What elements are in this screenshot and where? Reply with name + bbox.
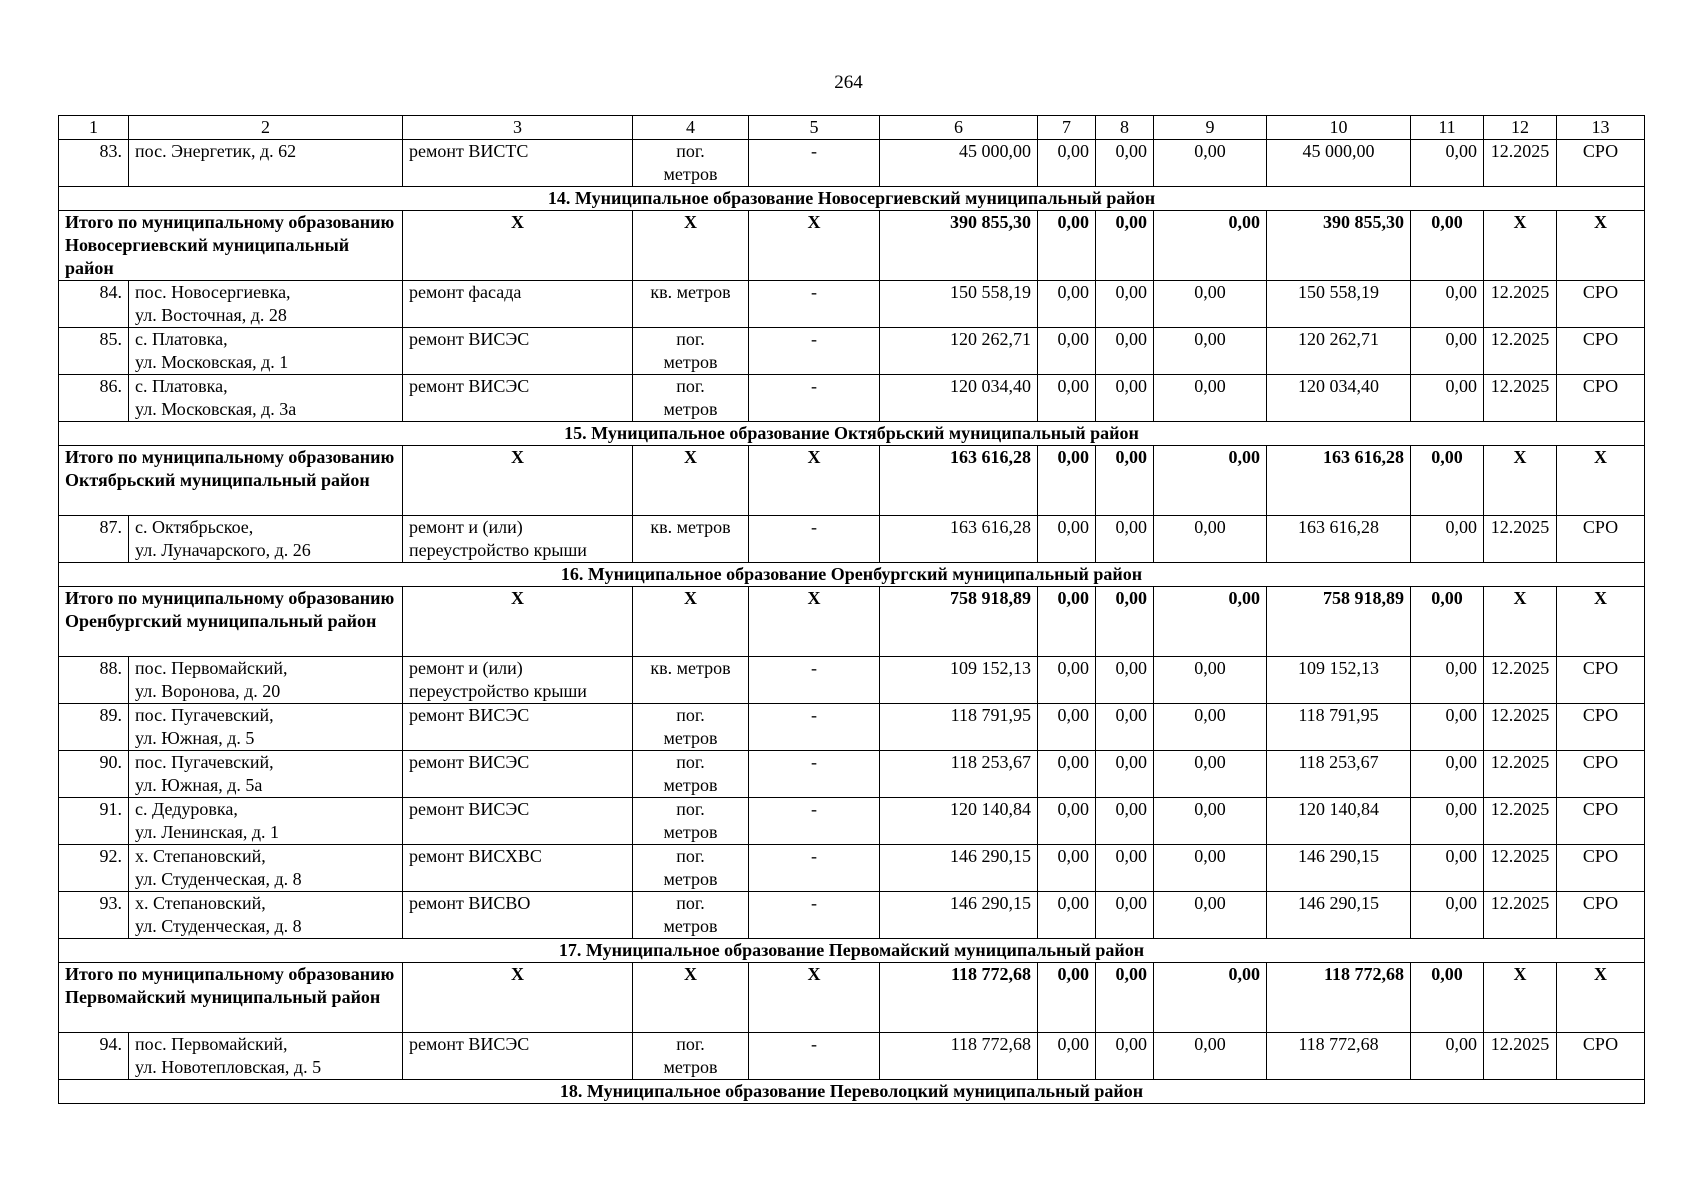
header-cell: 11 (1411, 116, 1484, 140)
cell-c6: 150 558,19 (880, 281, 1038, 328)
cell-c10: 146 290,15 (1267, 892, 1411, 939)
cell-c6: 120 140,84 (880, 798, 1038, 845)
table-row (59, 375, 1645, 422)
section-heading-row (59, 187, 1645, 211)
cell-c9: 0,00 (1154, 845, 1267, 892)
total-row (59, 587, 1645, 657)
work-type-cell: ремонт ВИСТС (403, 140, 633, 187)
cell-c10: 120 262,71 (1267, 328, 1411, 375)
work-type-cell: ремонт и (или) переустройство крыши (403, 516, 633, 563)
total-cell-c8: 0,00 (1096, 446, 1154, 516)
total-cell-c9: 0,00 (1154, 587, 1267, 657)
total-cell-c5: X (749, 211, 880, 281)
cell-c5: - (749, 845, 880, 892)
cell-c13: СРО (1557, 375, 1645, 422)
cell-c10: 163 616,28 (1267, 516, 1411, 563)
cell-c9: 0,00 (1154, 281, 1267, 328)
header-cell: 3 (403, 116, 633, 140)
cell-c9: 0,00 (1154, 516, 1267, 563)
cell-c6: 146 290,15 (880, 892, 1038, 939)
cell-c7: 0,00 (1038, 375, 1096, 422)
table-row (59, 328, 1645, 375)
cell-c5: - (749, 1033, 880, 1080)
cell-c11: 0,00 (1411, 845, 1484, 892)
total-cell-c7: 0,00 (1038, 963, 1096, 1033)
cell-c9: 0,00 (1154, 1033, 1267, 1080)
cell-c13: СРО (1557, 798, 1645, 845)
unit-cell: кв. метров (633, 657, 749, 704)
cell-c6: 118 791,95 (880, 704, 1038, 751)
row-number: 83. (59, 140, 129, 187)
unit-cell: пог. метров (633, 892, 749, 939)
page-number: 264 (834, 72, 863, 93)
cell-c8: 0,00 (1096, 281, 1154, 328)
total-label: Итого по муниципальному образованию Новосергиевский муниципальный район (59, 211, 403, 281)
total-cell-c10: 390 855,30 (1267, 211, 1411, 281)
cell-c9: 0,00 (1154, 751, 1267, 798)
total-cell-c9: 0,00 (1154, 211, 1267, 281)
cell-c10: 45 000,00 (1267, 140, 1411, 187)
total-row (59, 446, 1645, 516)
cell-c8: 0,00 (1096, 328, 1154, 375)
table-row (59, 892, 1645, 939)
header-cell: 4 (633, 116, 749, 140)
cell-c5: - (749, 375, 880, 422)
total-cell-c9: 0,00 (1154, 963, 1267, 1033)
cell-c5: - (749, 140, 880, 187)
total-cell-c8: 0,00 (1096, 587, 1154, 657)
total-cell-c3: X (403, 211, 633, 281)
header-cell: 5 (749, 116, 880, 140)
cell-c5: - (749, 798, 880, 845)
address-cell: пос. Первомайский, ул. Новотепловская, д. 5 (129, 1033, 403, 1080)
cell-c12: 12.2025 (1484, 657, 1557, 704)
header-cell: 13 (1557, 116, 1645, 140)
address-cell: пос. Пугачевский, ул. Южная, д. 5а (129, 751, 403, 798)
section-title: 17. Муниципальное образование Первомайский муниципальный район (59, 939, 1645, 963)
cell-c12: 12.2025 (1484, 845, 1557, 892)
header-cell: 2 (129, 116, 403, 140)
address-cell: с. Октябрьское, ул. Луначарского, д. 26 (129, 516, 403, 563)
cell-c9: 0,00 (1154, 798, 1267, 845)
cell-c11: 0,00 (1411, 375, 1484, 422)
total-row (59, 963, 1645, 1033)
cell-c6: 45 000,00 (880, 140, 1038, 187)
cell-c6: 146 290,15 (880, 845, 1038, 892)
work-type-cell: ремонт ВИСВО (403, 892, 633, 939)
total-cell-c13: X (1557, 211, 1645, 281)
row-number: 85. (59, 328, 129, 375)
total-cell-c4: X (633, 446, 749, 516)
section-title: 16. Муниципальное образование Оренбургский муниципальный район (59, 563, 1645, 587)
cell-c7: 0,00 (1038, 892, 1096, 939)
total-cell-c6: 390 855,30 (880, 211, 1038, 281)
cell-c10: 150 558,19 (1267, 281, 1411, 328)
total-cell-c8: 0,00 (1096, 211, 1154, 281)
cell-c5: - (749, 516, 880, 563)
cell-c6: 120 034,40 (880, 375, 1038, 422)
cell-c13: СРО (1557, 751, 1645, 798)
header-row (59, 116, 1645, 140)
header-cell: 7 (1038, 116, 1096, 140)
cell-c8: 0,00 (1096, 516, 1154, 563)
row-number: 87. (59, 516, 129, 563)
total-cell-c11: 0,00 (1411, 963, 1484, 1033)
total-cell-c3: X (403, 587, 633, 657)
total-cell-c6: 758 918,89 (880, 587, 1038, 657)
total-cell-c3: X (403, 963, 633, 1033)
section-title: 18. Муниципальное образование Переволоцкий муниципальный район (59, 1080, 1645, 1104)
total-cell-c13: X (1557, 963, 1645, 1033)
work-type-cell: ремонт ВИСЭС (403, 798, 633, 845)
cell-c7: 0,00 (1038, 140, 1096, 187)
cell-c12: 12.2025 (1484, 140, 1557, 187)
row-number: 89. (59, 704, 129, 751)
cell-c9: 0,00 (1154, 704, 1267, 751)
cell-c6: 118 772,68 (880, 1033, 1038, 1080)
cell-c10: 120 034,40 (1267, 375, 1411, 422)
cell-c13: СРО (1557, 328, 1645, 375)
cell-c13: СРО (1557, 140, 1645, 187)
unit-cell: пог. метров (633, 798, 749, 845)
header-cell: 10 (1267, 116, 1411, 140)
cell-c13: СРО (1557, 892, 1645, 939)
header-cell: 1 (59, 116, 129, 140)
cell-c7: 0,00 (1038, 798, 1096, 845)
total-cell-c13: X (1557, 587, 1645, 657)
cell-c11: 0,00 (1411, 516, 1484, 563)
address-cell: пос. Новосергиевка, ул. Восточная, д. 28 (129, 281, 403, 328)
cell-c12: 12.2025 (1484, 516, 1557, 563)
header-cell: 9 (1154, 116, 1267, 140)
cell-c8: 0,00 (1096, 140, 1154, 187)
work-type-cell: ремонт ВИСЭС (403, 1033, 633, 1080)
cell-c7: 0,00 (1038, 845, 1096, 892)
unit-cell: пог. метров (633, 375, 749, 422)
unit-cell: кв. метров (633, 516, 749, 563)
section-title: 15. Муниципальное образование Октябрьский муниципальный район (59, 422, 1645, 446)
table-row (59, 281, 1645, 328)
total-cell-c5: X (749, 587, 880, 657)
cell-c8: 0,00 (1096, 892, 1154, 939)
cell-c6: 118 253,67 (880, 751, 1038, 798)
cell-c8: 0,00 (1096, 798, 1154, 845)
table-row (59, 845, 1645, 892)
cell-c5: - (749, 328, 880, 375)
capital-repair-table (58, 115, 1645, 1104)
row-number: 90. (59, 751, 129, 798)
cell-c11: 0,00 (1411, 1033, 1484, 1080)
table-row (59, 140, 1645, 187)
cell-c11: 0,00 (1411, 140, 1484, 187)
cell-c13: СРО (1557, 657, 1645, 704)
row-number: 94. (59, 1033, 129, 1080)
total-cell-c4: X (633, 587, 749, 657)
address-cell: пос. Пугачевский, ул. Южная, д. 5 (129, 704, 403, 751)
total-cell-c10: 163 616,28 (1267, 446, 1411, 516)
cell-c11: 0,00 (1411, 281, 1484, 328)
work-type-cell: ремонт фасада (403, 281, 633, 328)
unit-cell: пог. метров (633, 704, 749, 751)
cell-c11: 0,00 (1411, 704, 1484, 751)
cell-c9: 0,00 (1154, 892, 1267, 939)
total-cell-c6: 163 616,28 (880, 446, 1038, 516)
cell-c5: - (749, 281, 880, 328)
cell-c12: 12.2025 (1484, 751, 1557, 798)
cell-c12: 12.2025 (1484, 892, 1557, 939)
cell-c8: 0,00 (1096, 1033, 1154, 1080)
total-cell-c13: X (1557, 446, 1645, 516)
total-cell-c5: X (749, 963, 880, 1033)
address-cell: х. Степановский, ул. Студенческая, д. 8 (129, 892, 403, 939)
cell-c6: 120 262,71 (880, 328, 1038, 375)
row-number: 93. (59, 892, 129, 939)
header-cell: 6 (880, 116, 1038, 140)
table-row (59, 798, 1645, 845)
section-title: 14. Муниципальное образование Новосергиевский муниципальный район (59, 187, 1645, 211)
total-cell-c6: 118 772,68 (880, 963, 1038, 1033)
cell-c5: - (749, 892, 880, 939)
unit-cell: пог. метров (633, 1033, 749, 1080)
cell-c12: 12.2025 (1484, 281, 1557, 328)
total-cell-c12: X (1484, 963, 1557, 1033)
cell-c9: 0,00 (1154, 657, 1267, 704)
total-cell-c11: 0,00 (1411, 446, 1484, 516)
cell-c11: 0,00 (1411, 798, 1484, 845)
header-cell: 8 (1096, 116, 1154, 140)
cell-c8: 0,00 (1096, 375, 1154, 422)
work-type-cell: ремонт ВИСЭС (403, 375, 633, 422)
table-row (59, 704, 1645, 751)
cell-c7: 0,00 (1038, 281, 1096, 328)
cell-c6: 109 152,13 (880, 657, 1038, 704)
table-row (59, 1033, 1645, 1080)
cell-c5: - (749, 704, 880, 751)
cell-c10: 118 253,67 (1267, 751, 1411, 798)
work-type-cell: ремонт ВИСЭС (403, 328, 633, 375)
total-cell-c7: 0,00 (1038, 587, 1096, 657)
header-cell: 12 (1484, 116, 1557, 140)
work-type-cell: ремонт ВИСХВС (403, 845, 633, 892)
cell-c10: 109 152,13 (1267, 657, 1411, 704)
row-number: 91. (59, 798, 129, 845)
cell-c7: 0,00 (1038, 328, 1096, 375)
unit-cell: пог. метров (633, 751, 749, 798)
work-type-cell: ремонт ВИСЭС (403, 704, 633, 751)
cell-c12: 12.2025 (1484, 328, 1557, 375)
cell-c7: 0,00 (1038, 704, 1096, 751)
total-cell-c12: X (1484, 211, 1557, 281)
total-cell-c4: X (633, 211, 749, 281)
section-heading-row (59, 422, 1645, 446)
total-cell-c10: 758 918,89 (1267, 587, 1411, 657)
cell-c7: 0,00 (1038, 751, 1096, 798)
total-label: Итого по муниципальному образованию Оренбургский муниципальный район (59, 587, 403, 657)
cell-c13: СРО (1557, 845, 1645, 892)
section-heading-row (59, 1080, 1645, 1104)
total-cell-c7: 0,00 (1038, 211, 1096, 281)
total-cell-c5: X (749, 446, 880, 516)
cell-c7: 0,00 (1038, 657, 1096, 704)
cell-c10: 118 772,68 (1267, 1033, 1411, 1080)
cell-c10: 118 791,95 (1267, 704, 1411, 751)
work-type-cell: ремонт и (или) переустройство крыши (403, 657, 633, 704)
address-cell: пос. Энергетик, д. 62 (129, 140, 403, 187)
total-cell-c3: X (403, 446, 633, 516)
cell-c13: СРО (1557, 704, 1645, 751)
address-cell: с. Платовка, ул. Московская, д. 3а (129, 375, 403, 422)
cell-c8: 0,00 (1096, 657, 1154, 704)
address-cell: с. Платовка, ул. Московская, д. 1 (129, 328, 403, 375)
total-label: Итого по муниципальному образованию Первомайский муниципальный район (59, 963, 403, 1033)
cell-c5: - (749, 657, 880, 704)
section-heading-row (59, 563, 1645, 587)
cell-c11: 0,00 (1411, 892, 1484, 939)
total-cell-c4: X (633, 963, 749, 1033)
row-number: 92. (59, 845, 129, 892)
work-type-cell: ремонт ВИСЭС (403, 751, 633, 798)
unit-cell: пог. метров (633, 328, 749, 375)
cell-c12: 12.2025 (1484, 704, 1557, 751)
cell-c13: СРО (1557, 516, 1645, 563)
section-heading-row (59, 939, 1645, 963)
cell-c11: 0,00 (1411, 328, 1484, 375)
cell-c12: 12.2025 (1484, 798, 1557, 845)
cell-c7: 0,00 (1038, 1033, 1096, 1080)
total-cell-c8: 0,00 (1096, 963, 1154, 1033)
total-cell-c12: X (1484, 446, 1557, 516)
cell-c9: 0,00 (1154, 140, 1267, 187)
total-cell-c10: 118 772,68 (1267, 963, 1411, 1033)
total-cell-c9: 0,00 (1154, 446, 1267, 516)
cell-c7: 0,00 (1038, 516, 1096, 563)
total-cell-c11: 0,00 (1411, 587, 1484, 657)
cell-c10: 120 140,84 (1267, 798, 1411, 845)
address-cell: с. Дедуровка, ул. Ленинская, д. 1 (129, 798, 403, 845)
cell-c11: 0,00 (1411, 751, 1484, 798)
cell-c12: 12.2025 (1484, 1033, 1557, 1080)
cell-c9: 0,00 (1154, 328, 1267, 375)
table-row (59, 751, 1645, 798)
table-row (59, 516, 1645, 563)
cell-c13: СРО (1557, 1033, 1645, 1080)
table-row (59, 657, 1645, 704)
address-cell: х. Степановский, ул. Студенческая, д. 8 (129, 845, 403, 892)
cell-c9: 0,00 (1154, 375, 1267, 422)
cell-c8: 0,00 (1096, 704, 1154, 751)
total-row (59, 211, 1645, 281)
row-number: 86. (59, 375, 129, 422)
address-cell: пос. Первомайский, ул. Воронова, д. 20 (129, 657, 403, 704)
cell-c10: 146 290,15 (1267, 845, 1411, 892)
unit-cell: кв. метров (633, 281, 749, 328)
cell-c11: 0,00 (1411, 657, 1484, 704)
unit-cell: пог. метров (633, 140, 749, 187)
cell-c5: - (749, 751, 880, 798)
unit-cell: пог. метров (633, 845, 749, 892)
total-cell-c7: 0,00 (1038, 446, 1096, 516)
total-cell-c12: X (1484, 587, 1557, 657)
cell-c8: 0,00 (1096, 845, 1154, 892)
cell-c8: 0,00 (1096, 751, 1154, 798)
cell-c13: СРО (1557, 281, 1645, 328)
cell-c12: 12.2025 (1484, 375, 1557, 422)
row-number: 84. (59, 281, 129, 328)
total-label: Итого по муниципальному образованию Октябрьский муниципальный район (59, 446, 403, 516)
cell-c6: 163 616,28 (880, 516, 1038, 563)
row-number: 88. (59, 657, 129, 704)
total-cell-c11: 0,00 (1411, 211, 1484, 281)
